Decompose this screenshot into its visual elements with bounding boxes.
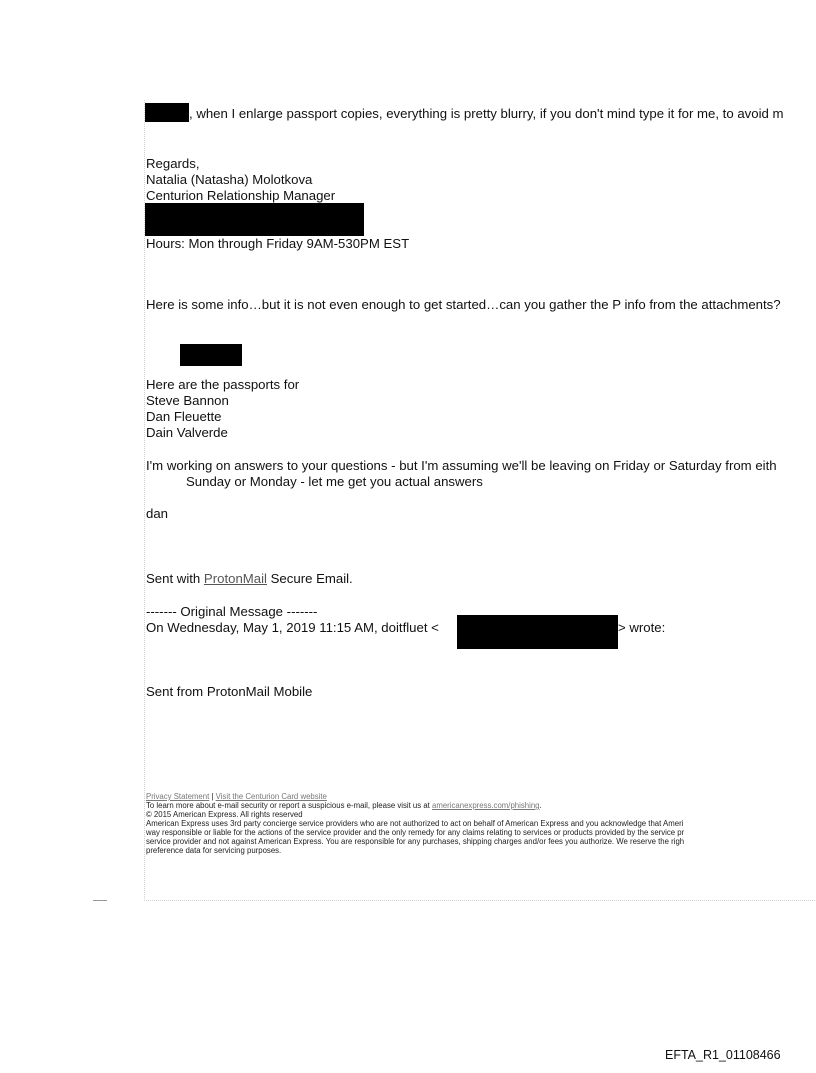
original-on-line-prefix: On Wednesday, May 1, 2019 11:15 AM, doitfluet < — [146, 620, 439, 635]
redaction-block — [457, 615, 618, 649]
working-line-2: Sunday or Monday - let me get you actual answers — [186, 474, 483, 489]
original-message-header: ------- Original Message ------- — [146, 604, 318, 619]
original-on-line-suffix: > wrote: — [618, 620, 666, 635]
protonmail-link[interactable]: ProtonMail — [203, 571, 267, 586]
privacy-statement-link[interactable]: Privacy Statement — [146, 792, 210, 801]
passports-intro: Here are the passports for — [146, 377, 300, 392]
mobile-signature: Sent from ProtonMail Mobile — [146, 684, 313, 699]
working-line-1: I'm working on answers to your questions - but I'm assuming we'll be leaving on Friday or Saturday from eith — [146, 458, 777, 473]
footer-disclaimer-3: service provider and not against American Express. You are responsible for any purchases, shipping charges and/or fees you authorize. We reserve the righ — [146, 837, 685, 846]
phishing-link[interactable]: americanexpress.com/phishing — [432, 801, 540, 810]
footer-copyright: © 2015 American Express. All rights reserved — [146, 810, 303, 819]
footer-separator: | — [209, 792, 216, 801]
signature-hours: Hours: Mon through Friday 9AM-530PM EST — [146, 236, 410, 251]
passport-name: Steve Bannon — [146, 393, 229, 408]
sent-with-line — [146, 571, 353, 587]
passport-name: Dan Fleuette — [146, 409, 222, 424]
signature-title: Centurion Relationship Manager — [146, 188, 336, 203]
footer-disclaimer-2: way responsible or liable for the actions of the service provider and the only remedy for any claims relating to services or products provided by the service pr — [146, 828, 685, 837]
intro-text: , when I enlarge passport copies, everything is pretty blurry, if you don't mind type it for me, to avoid m — [189, 106, 784, 121]
document-id: EFTA_R1_01108466 — [665, 1048, 781, 1062]
redaction-block — [145, 103, 189, 122]
sender-signature: dan — [146, 506, 169, 521]
centurion-website-link[interactable]: Visit the Centurion Card website — [215, 792, 327, 801]
redaction-block — [180, 344, 242, 366]
signature-name: Natalia (Natasha) Molotkova — [146, 172, 313, 187]
footer-learn-suffix: . — [539, 801, 542, 810]
sent-with-suffix: Secure Email. — [266, 571, 353, 586]
footer-disclaimer-4: preference data for servicing purposes. — [146, 846, 282, 855]
reply-text: Here is some info…but it is not even enough to get started…can you gather the P info from the attachments? — [146, 297, 781, 312]
footer-disclaimer-1: American Express uses 3rd party concierge service providers who are not authorized to act on behalf of American Express and you acknowledge that Ameri — [146, 819, 684, 828]
signature-regards: Regards, — [146, 156, 200, 171]
footer-learn-prefix: To learn more about e-mail security or report a suspicious e-mail, please visit us at — [146, 801, 433, 810]
passport-name: Dain Valverde — [146, 425, 228, 440]
sent-with-prefix: Sent with — [146, 571, 204, 586]
redaction-block — [145, 203, 364, 236]
margin-mark — [93, 900, 107, 901]
